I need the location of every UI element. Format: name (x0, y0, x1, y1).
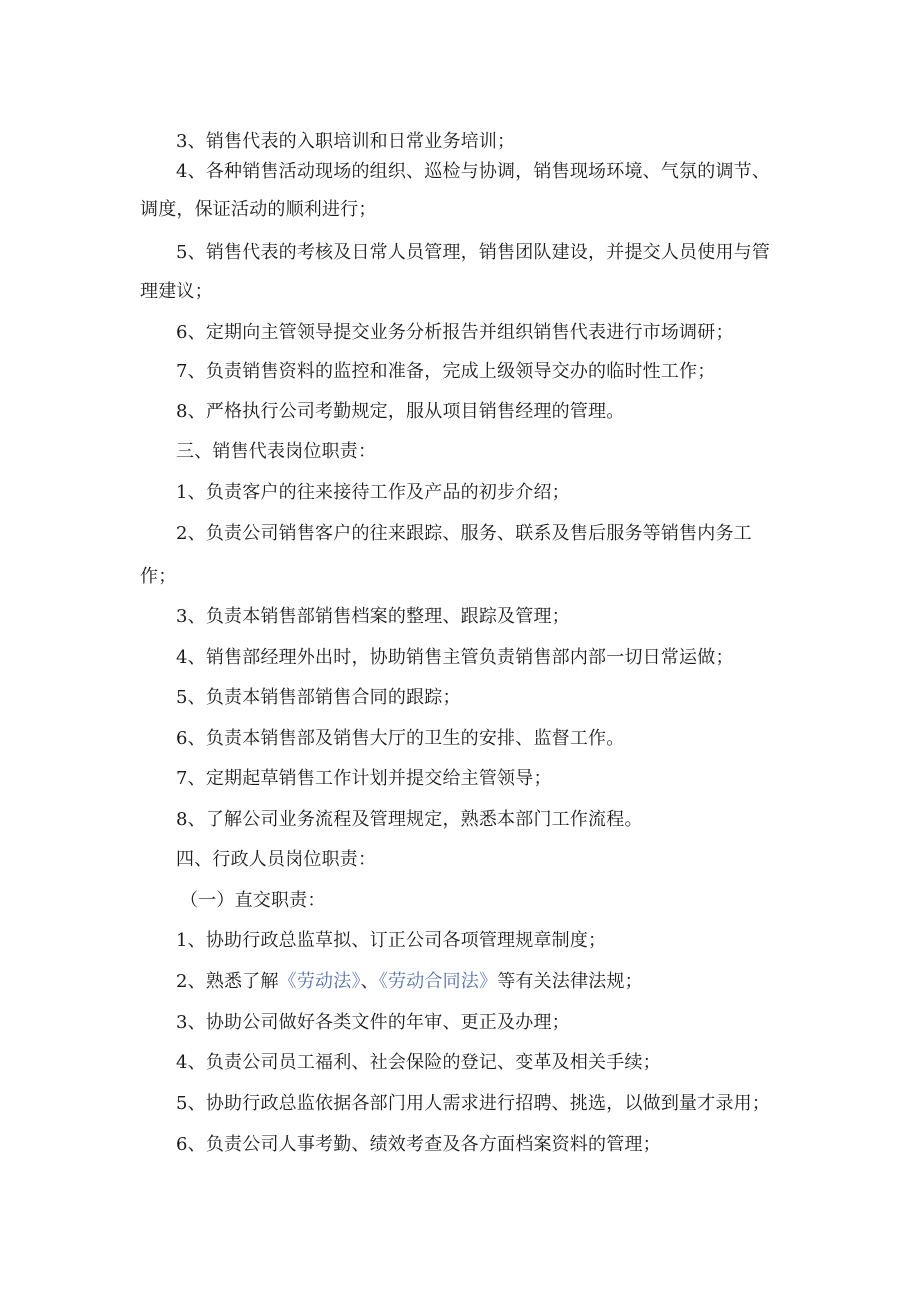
s3-item-1: 1、负责客户的往来接待工作及产品的初步介绍； (176, 482, 570, 503)
s3-item-6: 6、负责本销售部及销售大厅的卫生的安排、监督工作。 (176, 728, 625, 749)
s4-item-3: 3、协助公司做好各类文件的年审、更正及办理； (176, 1012, 570, 1033)
item-3-training: 3、销售代表的入职培训和日常业务培训； (176, 131, 516, 152)
s3-item-8: 8、了解公司业务流程及管理规定，熟悉本部门工作流程。 (176, 809, 643, 830)
labor-contract-law-link[interactable]: 《劳动合同法》 (378, 971, 498, 992)
s4-item-2-suffix: 等有关法律法规； (497, 971, 643, 992)
s3-item-2-cont: 作； (140, 566, 177, 587)
s3-item-2: 2、负责公司销售客户的往来跟踪、服务、联系及售后服务等销售内务工 (176, 523, 752, 544)
s3-item-3: 3、负责本销售部销售档案的整理、跟踪及管理； (176, 606, 570, 627)
s3-item-5: 5、负责本销售部销售合同的跟踪； (176, 687, 461, 708)
labor-law-link[interactable]: 《劳动法》 (278, 971, 361, 992)
item-4-activities: 4、各种销售活动现场的组织、巡检与协调，销售现场环境、气氛的调节、 (176, 161, 771, 182)
subsection-direct-duties: （一）直交职责： (180, 890, 326, 911)
s3-item-4: 4、销售部经理外出时，协助销售主管负责销售部内部一切日常运做； (176, 647, 734, 668)
s4-item-1: 1、协助行政总监草拟、订正公司各项管理规章制度； (176, 930, 607, 951)
section-4-heading: 四、行政人员岗位职责： (176, 849, 377, 870)
s4-item-2-prefix: 2、熟悉了解 (176, 971, 279, 992)
s4-item-5: 5、协助行政总监依据各部门用人需求进行招聘、挑选，以做到量才录用； (176, 1093, 771, 1114)
item-5-assessment: 5、销售代表的考核及日常人员管理，销售团队建设，并提交人员使用与管 (176, 242, 771, 263)
item-6-report: 6、定期向主管领导提交业务分析报告并组织销售代表进行市场调研； (176, 322, 734, 343)
s4-item-2 (176, 970, 643, 994)
s4-item-2-sep: 、 (360, 971, 379, 992)
s4-item-4: 4、负责公司员工福利、社会保险的登记、变革及相关手续； (176, 1052, 661, 1073)
s4-item-6: 6、负责公司人事考勤、绩效考查及各方面档案资料的管理； (176, 1134, 661, 1155)
item-7-materials: 7、负责销售资料的监控和准备，完成上级领导交办的临时性工作； (176, 361, 716, 382)
section-3-heading: 三、销售代表岗位职责： (176, 441, 377, 462)
item-5-assessment-cont: 理建议； (140, 281, 213, 302)
s3-item-7: 7、定期起草销售工作计划并提交给主管领导； (176, 768, 552, 789)
item-4-activities-cont: 调度，保证活动的顺利进行； (140, 199, 377, 220)
item-8-attendance: 8、严格执行公司考勤规定，服从项目销售经理的管理。 (176, 401, 625, 422)
